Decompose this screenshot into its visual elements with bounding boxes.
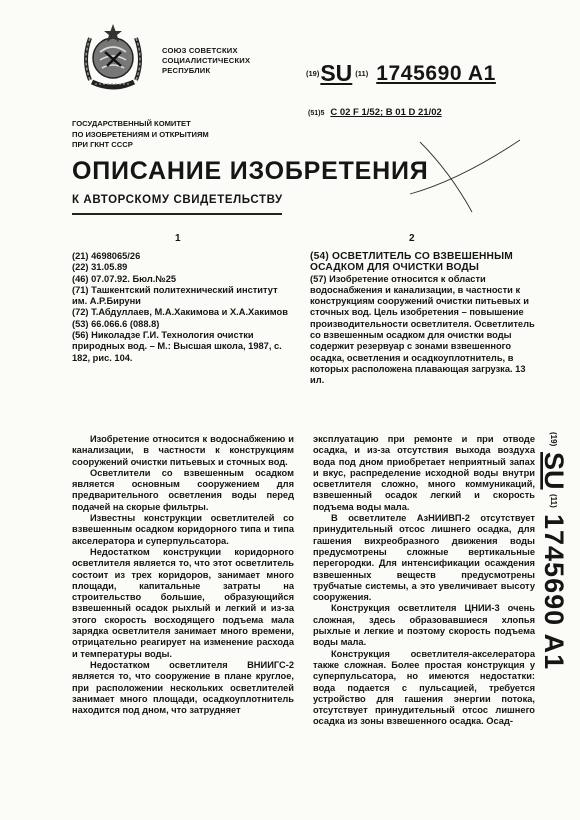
- document-subtitle: К АВТОРСКОМУ СВИДЕТЕЛЬСТВУ: [72, 194, 283, 206]
- paragraph: Недостатком конструкции коридорного осветлителя является то, что этот осветлитель состоит из трех коридоров, занимает много площади, капитальные затраты на строительство большие, образующийся взвешенный осадок рыхлый и легкий и из-за этого скорость восходящего подъема мала зарядка осветлителя занимает много времени, отрицательно реагирует на изменение расхода и температуры воды.: [72, 546, 294, 659]
- paragraph: Недостатком осветлителя ВНИИГС-2 является то, что сооружение в плане круглое, при расположении нескольких осветлителей занимает много площади, осадкоуплотнитель находится под дном, что затрудняет: [72, 659, 294, 716]
- column-number-right: 2: [409, 233, 415, 244]
- ipc-classification: [308, 107, 442, 118]
- side-country-code: SU: [539, 452, 569, 490]
- country-line: РЕСПУБЛИК: [162, 66, 211, 75]
- country-line: СОЦИАЛИСТИЧЕСКИХ: [162, 56, 251, 65]
- biblio-entry: (22) 31.05.89: [72, 262, 128, 273]
- side-inid-11: (11): [549, 494, 558, 508]
- committee-line: ГОСУДАРСТВЕННЫЙ КОМИТЕТ: [72, 119, 191, 128]
- paragraph: В осветлителе АзНИИВП-2 отсутствует принудительный отсос лишнего осадка, для гашения вихреобразного движения воды предусмотрены сложные вертикальные перегородки. Для интенсификации осаждения взвешенных веществ предусмотрены трубчатые системы, а это увеличивает высоту сооружения.: [313, 513, 535, 603]
- paragraph: эксплуатацию при ремонте и при отводе осадка, и из-за отсутствия выхода воздуха вода под дном приобретает неприятный запах и вкус, распределение исходной воды внутри осветлителя сложно, много коммуникаций, взвешенный осадок легкий и скорость подъема воды мала.: [313, 434, 535, 512]
- country-line: СОЮЗ СОВЕТСКИХ: [162, 46, 238, 55]
- description-right-column: [313, 434, 535, 728]
- document-title: ОПИСАНИЕ ИЗОБРЕТЕНИЯ: [72, 157, 429, 185]
- biblio-entry: (72) Т.Абдуллаев, М.А.Хакимова и Х.А.Хакимов: [72, 307, 288, 318]
- ussr-emblem-icon: [78, 22, 148, 94]
- biblio-entry: (46) 07.07.92. Бюл.№25: [72, 273, 177, 284]
- side-patent-stamp: [527, 430, 569, 730]
- patent-number: 1745690 A1: [376, 61, 496, 85]
- committee-line: ПО ИЗОБРЕТЕНИЯМ И ОТКРЫТИЯМ: [72, 129, 209, 139]
- biblio-entry: (56) Николадзе Г.И. Технология очистки природных вод. – М.: Высшая школа, 1987, с. 182, рис. 104.: [72, 330, 282, 363]
- biblio-entry: (21) 4698065/26: [72, 251, 141, 261]
- paragraph: Известны конструкции осветлителей со взвешенным осадком коридорного типа и типа акселератора и суперпульсатора.: [72, 513, 294, 546]
- paragraph: Осветлители со взвешенным осадком является основным сооружением для предварительного осветления воды перед подачей на скорые фильтры.: [72, 467, 294, 512]
- paragraph: Изобретение относится к водоснабжению и канализации, в частности к конструкциям сооружений очистки питьевых и сточных вод.: [72, 434, 294, 467]
- country-name: [162, 46, 250, 76]
- column-number-left: 1: [175, 233, 181, 244]
- inid-code-11: (11): [355, 69, 369, 78]
- inid-code-51: (51)5: [308, 110, 325, 117]
- paragraph: Конструкция осветлителя-акселератора также сложная. Более простая конструкция у суперпульсатора, но имеются недостатки: вода подается с пульсацией, требуется устройство для гашения энергии потока, отсутствует принудительный отсос лишнего осадка из зоны взвешенного осадка. Осад-: [313, 648, 535, 727]
- inid-code-19: (19): [306, 69, 320, 78]
- bibliographic-data: [72, 251, 292, 364]
- description-left-column: [72, 434, 294, 716]
- committee-line: ПРИ ГКНТ СССР: [72, 140, 133, 149]
- country-code: SU: [320, 60, 353, 86]
- side-patent-number: 1745690 A1: [539, 514, 569, 671]
- side-inid-19: (19): [549, 432, 558, 447]
- ipc-codes: C 02 F 1/52; B 01 D 21/02: [330, 107, 442, 118]
- committee-name: [72, 119, 209, 151]
- publication-number: [306, 60, 496, 87]
- paragraph: Конструкция осветлителя ЦНИИ-3 очень сложная, здесь образовавшиеся хлопья рыхлые и легкие и поэтому скорость подъема воды мала.: [313, 603, 535, 648]
- invention-title: (54) ОСВЕТЛИТЕЛЬ СО ВЗВЕШЕННЫМ ОСАДКОМ ДЛЯ ОЧИСТКИ ВОДЫ: [310, 251, 513, 274]
- biblio-entry: (53) 66.066.6 (088.8): [72, 318, 160, 329]
- abstract: [310, 251, 536, 387]
- abstract-text: (57) Изобретение относится к области водоснабжения и канализации, в частности к конструкциям сооружений очистки питьевых и сточных вод. Цель изобретения – повышение производительности осветлителя. Осветлитель со взвешенным осадком для очистки воды содержит резервуар с зонами взвешенного осадка, осветления и осадкоуплотнитель, в которых расположена плавающая загрузка. 13 ил.: [310, 273, 535, 386]
- title-divider: [72, 213, 282, 215]
- biblio-entry: (71) Ташкентский политехнический институт им. А.Р.Бируни: [72, 284, 278, 307]
